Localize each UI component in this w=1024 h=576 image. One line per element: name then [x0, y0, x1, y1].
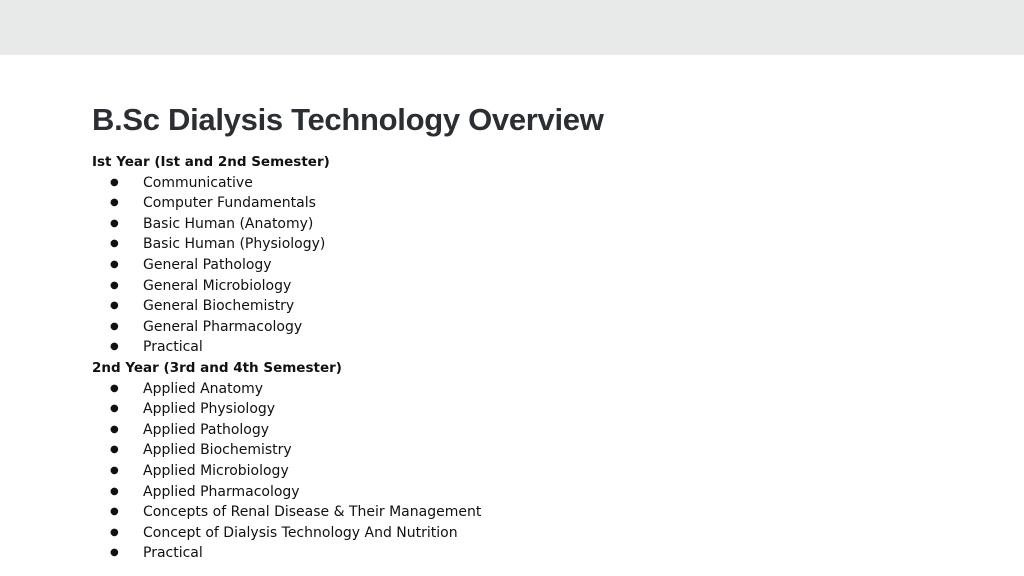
list-item: [92, 234, 912, 255]
list-item: [92, 399, 912, 420]
list-item-label: Communicative: [143, 174, 253, 191]
bullet-icon: ●: [110, 403, 119, 415]
list-item: [92, 296, 912, 317]
bullet-icon: ●: [110, 341, 119, 353]
bullet-icon: ●: [110, 526, 119, 538]
list-item: [92, 193, 912, 214]
list-item-label: Applied Pathology: [143, 421, 270, 438]
list-item: [92, 379, 912, 400]
list-item-label: General Microbiology: [143, 277, 292, 294]
bullet-icon: ●: [110, 258, 119, 270]
list-item-label: Basic Human (Anatomy): [143, 215, 314, 232]
top-band: [0, 0, 1024, 55]
list-item-label: Concepts of Renal Disease & Their Management: [143, 504, 482, 521]
list-item-label: Computer Fundamentals: [143, 195, 316, 212]
bullet-icon: ●: [110, 547, 119, 559]
list-item: [92, 502, 912, 523]
bullet-icon: ●: [110, 464, 119, 476]
bullet-icon: ●: [110, 217, 119, 229]
list-item: [92, 482, 912, 503]
list-item: [92, 440, 912, 461]
slide-content: [92, 152, 912, 564]
list-item: [92, 317, 912, 338]
list-item: [92, 543, 912, 564]
list-item-label: Applied Pharmacology: [143, 483, 300, 500]
bullet-icon: ●: [110, 197, 119, 209]
list-item-label: Applied Biochemistry: [143, 442, 292, 459]
bullet-icon: ●: [110, 382, 119, 394]
list-item-label: Applied Anatomy: [143, 380, 264, 397]
list-item-label: Practical: [143, 339, 203, 356]
list-item-label: General Biochemistry: [143, 298, 295, 315]
list-item-label: Applied Microbiology: [143, 462, 289, 479]
list-item: [92, 276, 912, 297]
list-item: [92, 255, 912, 276]
slide-title: B.Sc Dialysis Technology Overview: [92, 102, 604, 137]
bullet-icon: ●: [110, 176, 119, 188]
list-item-label: Practical: [143, 545, 203, 562]
list-item: [92, 214, 912, 235]
list-item: [92, 173, 912, 194]
list-item: [92, 337, 912, 358]
subject-list-year-1: [92, 173, 912, 358]
subject-list-year-2: [92, 379, 912, 564]
section-heading-year-1: Ist Year (Ist and 2nd Semester): [92, 154, 330, 170]
list-item: [92, 420, 912, 441]
list-item-label: General Pathology: [143, 256, 272, 273]
bullet-icon: ●: [110, 423, 119, 435]
bullet-icon: ●: [110, 485, 119, 497]
bullet-icon: ●: [110, 300, 119, 312]
list-item-label: General Pharmacology: [143, 318, 303, 335]
list-item: [92, 523, 912, 544]
list-item-label: Applied Physiology: [143, 401, 276, 418]
list-item-label: Concept of Dialysis Technology And Nutrition: [143, 524, 458, 541]
section-heading-year-2: 2nd Year (3rd and 4th Semester): [92, 359, 342, 376]
list-item: [92, 461, 912, 482]
bullet-icon: ●: [110, 320, 119, 332]
bullet-icon: ●: [110, 238, 119, 250]
bullet-icon: ●: [110, 279, 119, 291]
list-item-label: Basic Human (Physiology): [143, 236, 326, 253]
bullet-icon: ●: [110, 506, 119, 518]
bullet-icon: ●: [110, 444, 119, 456]
